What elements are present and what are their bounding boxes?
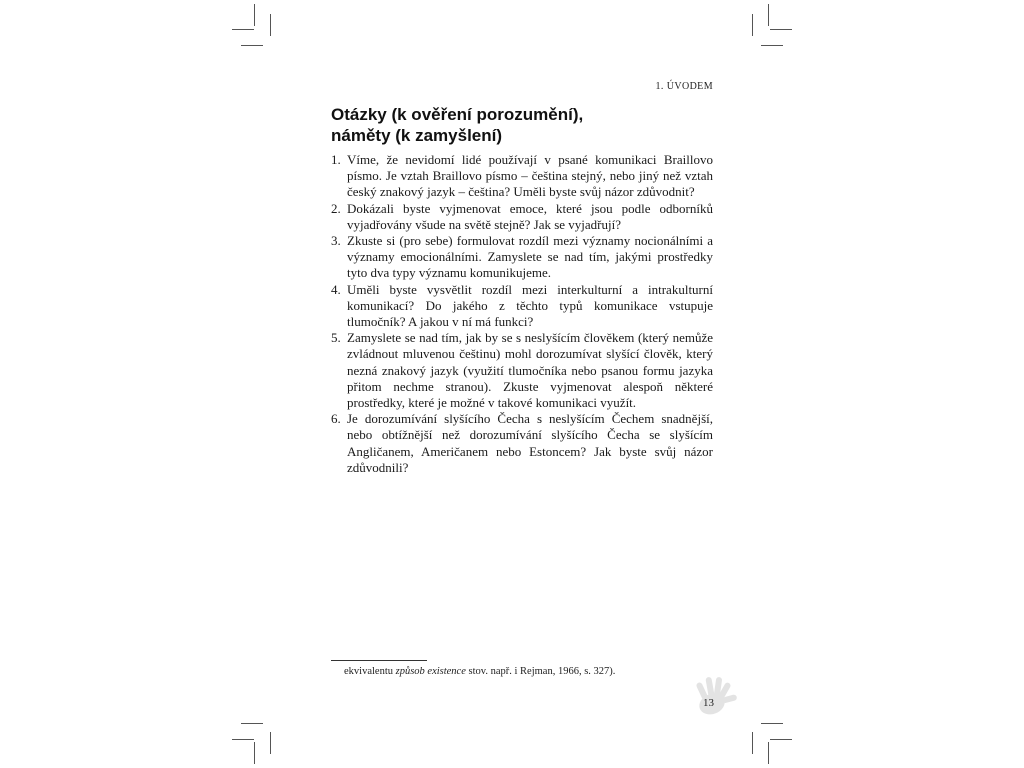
- question-item: [331, 233, 713, 282]
- question-text: Je dorozumívání slyšícího Čecha s neslyšícím Čechem snadnější, nebo obtížnější než dorozumívání slyšícího Čecha se slyšícím Angličanem, Američanem nebo Estoncem? Jak byste svůj názor zdůvodnili?: [347, 411, 713, 475]
- crop-mark: [270, 14, 271, 36]
- crop-mark: [761, 723, 783, 724]
- crop-mark: [254, 4, 255, 26]
- crop-mark: [232, 739, 254, 740]
- question-number: 5.: [331, 330, 341, 346]
- question-number: 3.: [331, 233, 341, 249]
- question-list: [331, 152, 713, 476]
- crop-mark: [232, 29, 254, 30]
- running-head: 1. ÚVODEM: [655, 81, 713, 92]
- crop-mark: [752, 14, 753, 36]
- section-title-line: náměty (k zamyšlení): [331, 126, 503, 145]
- crop-mark: [770, 739, 792, 740]
- footnote: [344, 665, 704, 678]
- crop-mark: [254, 742, 255, 764]
- question-item: [331, 411, 713, 476]
- hand-icon: [690, 672, 740, 718]
- section-title: [331, 104, 691, 146]
- question-item: [331, 201, 713, 233]
- question-item: [331, 152, 713, 201]
- question-text: Dokázali byste vyjmenovat emoce, které jsou podle odborníků vyjadřovány všude na světě stejně? Jak se vyjadřují?: [347, 200, 713, 232]
- crop-mark: [761, 45, 783, 46]
- footnote-rule: [331, 660, 427, 661]
- footnote-italic: způsob existence: [395, 666, 466, 677]
- crop-mark: [768, 742, 769, 764]
- crop-mark: [241, 723, 263, 724]
- question-number: 2.: [331, 200, 341, 216]
- footnote-text: ekvivalentu: [344, 666, 396, 677]
- question-text: Zkuste si (pro sebe) formulovat rozdíl mezi významy nocionálními a významy emocionálními. Zamyslete se nad tím, jakými prostředky tyto dva typy významu komunikujeme.: [347, 233, 713, 281]
- crop-mark: [752, 732, 753, 754]
- page-number: 13: [703, 697, 714, 709]
- question-text: Uměli byste vysvětlit rozdíl mezi interkulturní a intrakulturní komunikací? Do jakého z těchto typů komunikace vstupuje tlumočník? A jakou v ní má funkci?: [347, 281, 713, 330]
- crop-mark: [270, 732, 271, 754]
- question-number: 6.: [331, 411, 341, 427]
- crop-mark: [770, 29, 792, 30]
- crop-mark: [241, 45, 263, 46]
- crop-mark: [768, 4, 769, 26]
- question-text: Zamyslete se nad tím, jak by se s neslyšícím člověkem (který nemůže zvládnout mluvenou češtinu) mohl dorozumívat slyšící člověk, který nezná znakový jazyk (využití tlumočníka nebo psanou formu jazyka přitom nechme stranou). Zkuste vyjmenovat alespoň některé prostředky, které je možné v takové komunikaci využít.: [347, 330, 713, 411]
- question-text: Víme, že nevidomí lidé používají v psané komunikaci Braillovo písmo. Je vztah Braillovo písmo – čeština stejný, nebo jiný než vztah český znakový jazyk – čeština? Uměli byste svůj názor zdůvodnit?: [347, 152, 713, 200]
- question-item: [331, 330, 713, 411]
- footnote-text: stov. např. i Rejman, 1966, s. 327).: [465, 666, 616, 677]
- question-number: 1.: [331, 152, 341, 167]
- section-title-line: Otázky (k ověření porozumění),: [331, 105, 584, 124]
- question-number: 4.: [331, 281, 341, 297]
- question-item: [331, 282, 713, 331]
